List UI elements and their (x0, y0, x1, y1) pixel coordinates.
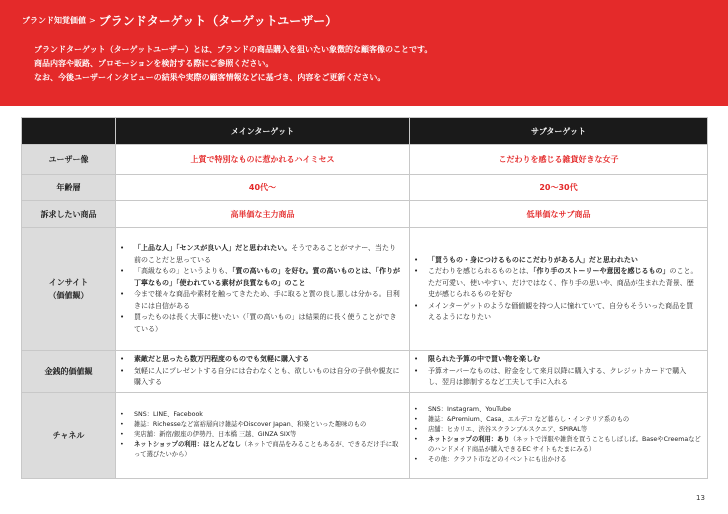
row-label-age: 年齢層 (22, 175, 116, 201)
list-item-bold: 限られた予算の中で買い物を楽しむ (428, 355, 540, 363)
list-item-rest: その他：クラフト市などのイベントにも出かける (428, 456, 567, 463)
list-item-rest: のこと。ただ可愛い、使いやすい、だけではなく、作り手の思いや、商品が生まれた背景、歴史が感じられるものを好む (428, 267, 698, 298)
intro-line: ブランドターゲット（ターゲットユーザー）とは、ブランドの商品購入を狙いたい象徴的な顧客像のことです。 (34, 45, 433, 54)
list-item-rest: そうであることがマナー、当たり前のことだと思っている (134, 244, 397, 264)
list-item-rest: 気軽に人にプレゼントする自分には合わなくとも、欲しいものは自分の子供や親友に購入する (134, 366, 400, 386)
list-item-bold: 「買うもの・身につけるものにこだわりがある人」だと思われたい (428, 255, 638, 264)
page-title: ブランドターゲット（ターゲットユーザー） (98, 13, 338, 28)
sub-money (410, 351, 708, 393)
main-channel-list (120, 410, 403, 460)
list-item-rest: 店舗：ヒカリエ、渋谷スクランブルスクエア、SPIRAL等 (428, 426, 588, 433)
row-label-channel: チャネル (22, 392, 116, 478)
list-item (414, 255, 699, 267)
main-insight (116, 228, 410, 351)
list-item-rest: 買ったものは長く大事に使いたい（「質の高いもの」は結果的に長く使うことができている） (134, 313, 397, 333)
list-item-bold: 「作り手のストーリーや意図を感じるもの」 (533, 267, 670, 275)
list-item (120, 312, 401, 335)
list-item (414, 266, 699, 301)
main-insight-list (120, 243, 401, 335)
list-item (414, 415, 701, 425)
table-corner (22, 118, 116, 145)
sub-money-list (414, 354, 699, 389)
table-row-insight (22, 228, 708, 351)
breadcrumb (22, 12, 337, 28)
table-row-channel (22, 392, 708, 478)
list-item (414, 366, 699, 389)
list-item (120, 243, 401, 266)
sub-user: こだわりを感じる雑貨好きな女子 (410, 145, 708, 175)
sub-product: 低単価なサブ商品 (410, 201, 708, 228)
target-table (21, 117, 708, 479)
list-item (414, 435, 701, 455)
list-item (414, 301, 699, 324)
list-item (120, 289, 401, 312)
list-item-rest: 雑誌：Richesseなど富裕層向け雑誌やDiscover Japan、和楽といった趣味のもの (134, 421, 367, 428)
row-label-insight-line1: インサイト (48, 278, 89, 287)
list-item-rest: メインターゲットのような価値観を持つ人に憧れていて、自分もそういった商品を買えるようになりたい (428, 301, 694, 321)
list-item (120, 266, 401, 289)
sub-insight-list (414, 255, 699, 324)
sub-channel-list (414, 405, 701, 465)
intro-text (34, 43, 714, 85)
table-row-product (22, 201, 708, 228)
list-item (120, 430, 403, 440)
main-product: 高単価な主力商品 (116, 201, 410, 228)
table-row-money (22, 351, 708, 393)
list-item-rest: SNS：Instagram、YouTube (428, 406, 511, 413)
main-user: 上質で特別なものに惹かれるハイミセス (116, 145, 410, 175)
header-band (0, 0, 728, 106)
main-money-list (120, 354, 401, 389)
list-item (414, 354, 699, 366)
list-item (120, 354, 401, 366)
list-item-bold: 素敵だと思ったら数万円程度のものでも気軽に購入する (134, 355, 309, 363)
main-channel (116, 392, 410, 478)
breadcrumb-separator: > (89, 15, 96, 25)
table-row-user (22, 145, 708, 175)
row-label-insight-line2: （価値観） (48, 291, 89, 300)
list-item (120, 410, 403, 420)
list-item-rest: 今まで様々な商品や素材を触ってきたため、手に取ると質の良し悪しは分かる。目利きには自信がある (134, 290, 400, 310)
table-header-row (22, 118, 708, 145)
table-row-age (22, 175, 708, 201)
column-header-sub: サブターゲット (410, 118, 708, 145)
intro-line: なお、今後ユーザーインタビューの結果や実際の顧客情報などに基づき、内容をご更新ください。 (34, 73, 386, 82)
list-item (120, 440, 403, 460)
list-item-rest: 予算オーバーなものは、貯金をして来月以降に購入する、クレジットカードで購入し、翌月は節制するなど工夫して手に入れる (428, 366, 687, 386)
column-header-main: メインターゲット (116, 118, 410, 145)
sub-channel (410, 392, 708, 478)
list-item-rest: （ネットで洋服や雑貨を買うこともしばしば。BaseやCreemaなどのハンドメイド商品が購入できるEC サイトもたまにみる） (428, 436, 701, 453)
row-label-user: ユーザー像 (22, 145, 116, 175)
row-label-money: 金銭的価値観 (22, 351, 116, 393)
list-item-rest: 実店舗：新宿/銀座の伊勢丹、日本橋 三越、GINZA SIX等 (134, 431, 297, 438)
list-item (414, 425, 701, 435)
list-item-pre: こだわりを感じられるものとは、 (428, 267, 533, 275)
sub-age: 20〜30代 (410, 175, 708, 201)
row-label-insight (22, 228, 116, 351)
list-item-bold: 「上品な人」「センスが良い人」だと思われたい。 (134, 244, 292, 252)
list-item (414, 405, 701, 415)
list-item (120, 420, 403, 430)
list-item-bold: 「質の高いもの」を好む。質の高いものとは、「作りが丁寧なもの」「使われている素材が良質なもの」のこと (134, 267, 400, 287)
list-item (120, 366, 401, 389)
breadcrumb-section: ブランド知覚価値 (22, 15, 86, 25)
page-number: 13 (696, 494, 705, 502)
list-item-rest: （ネットで商品をみることもあるが、できるだけ手に取って選びたいから） (134, 441, 399, 458)
main-age: 40代〜 (116, 175, 410, 201)
list-item (414, 455, 701, 465)
list-item-rest: SNS：LINE、Facebook (134, 411, 203, 418)
sub-insight (410, 228, 708, 351)
list-item-bold: ネットショップの利用：ほとんどなし (134, 441, 241, 448)
list-item-rest: 雑誌：&Premium、Casa、エルデコ など暮らし・インテリア系のもの (428, 416, 630, 423)
list-item-bold: ネットショップの利用：あり (428, 436, 510, 443)
row-label-product: 訴求したい商品 (22, 201, 116, 228)
main-money (116, 351, 410, 393)
list-item-pre: 「高級なもの」というよりも、 (134, 267, 232, 275)
intro-line: 商品内容や販路、プロモーションを検討する際にご参照ください。 (34, 59, 274, 68)
